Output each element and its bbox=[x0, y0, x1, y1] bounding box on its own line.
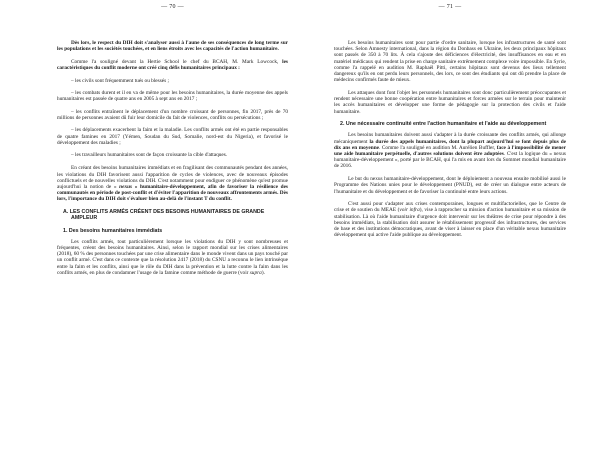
right-page-content bbox=[334, 40, 566, 245]
list-item: – les conflits entraînent le déplacement d'un nombre croissant de personnes, fin 2017, près de 70 millions de personnes avaient dû fuir leur domicile du fait de violences, conflits ou persécutions ; bbox=[57, 108, 288, 121]
list-item: – les combats durent et il en va de même pour les besoins humanitaires, la durée moyenne des appels humanitaires est passée de quatre ans en 2005 à sept ans en 2017 ; bbox=[57, 90, 288, 103]
left-page-content bbox=[57, 40, 288, 282]
paragraph: En créant des besoins humanitaires immédiats et en fragilisant des communautés pendant des années, les violations du DIH favorisent aussi l'apparition de cycles de violences, avec de nouveaux épisodes conflictuels et de nouvelles violations du DIH. C'est notamment pour endiguer ce phénomène qu'est promue aujourd'hui la notion de « nexus » humanitaire-développement, afin de favoriser la résilience des communautés en période de post-conflit et d'éviter l'apparition de nouveaux affrontements armés. Dès lors, l'importance du DIH doit s'évaluer bien au-delà de l'instant T du conflit. bbox=[57, 165, 288, 203]
paragraph: Comme l'a souligné devant la Hertie School le chef du BCAH, M. Mark Lowcock, les caractéristiques du conflit moderne ont créé cinq défis humanitaires principaux : bbox=[57, 58, 288, 72]
paragraph: C'est aussi pour s'adapter aux crises contemporaines, longues et multifactorielles, que le Centre de crise et de soutien du MEAE (voir infra), vise à rapprocher sa mission d'action humanitaire et sa mission de stabilisation. Là où l'aide humanitaire d'urgence doit intervenir sur les théâtres de crise pour répondre à des besoins immédiats, la stabilisation doit assurer le rétablissement progressif des infrastructures, des services de base et des institutions démocratiques, avant de viser à laisser en place d'un véritable nexus humanitaire développement qui active l'aide publique au développement. bbox=[334, 201, 566, 239]
paragraph: Dès lors, le respect du DIH doit s'analyser aussi à l'aune de ses conséquences de long terme sur les populations et les sociétés touchées, et en liens étroits avec les capacités de l'action humanitaire. bbox=[57, 40, 288, 53]
paragraph: Les besoins humanitaires sont pour partie d'ordre sanitaire, lorsque les infrastructures de santé sont touchées. Selon Amnesty international, dans la région du Donbass en Ukraine, les deux principaux hôpitaux sont passés de 350 à 70 lits. À cela s'ajoute des déficiences d'électricité, des insuffisances en eau et en matériel médicaux qui rendent la prise en charge sanitaire extrêmement complexe voire impossible. En Syrie, comme l'a rappelé en audition M. Raphaël Pitti, certains hôpitaux sont devenus des lieux tellement dangereux qu'ils en ont perdu leurs personnels, des lors, ce sont des étudiants qui ont dû prendre la place de médecins confirmés faute de mieux. bbox=[334, 40, 566, 84]
paragraph: Le but du nexus humanitaire-développement, dont le déploiement a nouveau ensuite mobilisé aussi le Programme des Nations unies pour le développement (PNUD), est de créer un dialogue entre acteurs de l'humanitaire et du développement et de favoriser la continuité entre leurs actions. bbox=[334, 176, 566, 195]
list-item: – les déplacements exacerbent la faim et la maladie. Les conflits armés ont été en partie responsables de quatre famines en 2017 (Yémen, Soudan du Sud, Somalie, nord-est du Nigeria), et favorisé le développement des maladies ; bbox=[57, 127, 288, 146]
right-page bbox=[300, 0, 600, 449]
list-item: – les civils sont fréquemment tués ou blessés ; bbox=[71, 77, 169, 84]
paragraph: Les conflits armés, tout particulièrement lorsque les violations du DIH y sont nombreuses et fréquentes, créent des besoins humanitaires. Ainsi, selon le rapport mondial sur les crises alimentaires (2018), 60 % des personnes touchées par une crise alimentaire dans le monde vivent dans un pays touché par un conflit armé. C'est dans ce contexte que la résolution 2417 (2018) du CSNU a reconnu le lien intrinsèque entre la faim et les conflits, ainsi que le rôle du DIH dans la prévention et la lutte contre la faim dans les conflits armés, en plus de condamner l'usage de la famine comme méthode de guerre (voir supra). bbox=[57, 238, 288, 276]
paragraph: Les attaques dont font l'objet les personnels humanitaires sont donc particulièrement préoccupantes et rendent nécessaire une bonne coopération entre humanitaires et forces armées sur le terrain pour maintenir les accès humanitaires et développer une forme de pédagogie sur la protection des civils et l'aide humanitaire. bbox=[334, 89, 566, 115]
page-number: — 70 — bbox=[161, 4, 184, 10]
subsection-heading: 2. Une nécessaire continuité entre l'action humanitaire et l'aide au développement bbox=[340, 121, 547, 128]
page-number: — 71 — bbox=[438, 4, 462, 10]
subsection-heading: 1. Des besoins humanitaires immédiats bbox=[63, 227, 163, 234]
list-item: – les travailleurs humanitaires sont de façon croissante la cible d'attaques. bbox=[71, 152, 228, 159]
section-heading: A. LES CONFLITS ARMÉS CRÉENT DES BESOINS HUMANITAIRES DE GRANDE AMPLEUR bbox=[63, 209, 265, 222]
paragraph: Les besoins humanitaires doivent aussi s'adapter à la durée croissante des conflits armés, qui allonge mécaniquement la durée des appels humanitaires, dont la plupart aujourd'hui se font depuis plus de dix ans en moyenne. Comme l'a souligné en audition M. Aurélien Buffler, face à l'impossibilité de mener une aide humanitaire perpétuelle, d'autres solutions doivent être adoptées. C'est la logique du « nexus humanitaire-développement », porté par le BCAH, qui l'a mis en avant lors du Sommet mondial humanitaire de 2016. bbox=[334, 132, 566, 170]
